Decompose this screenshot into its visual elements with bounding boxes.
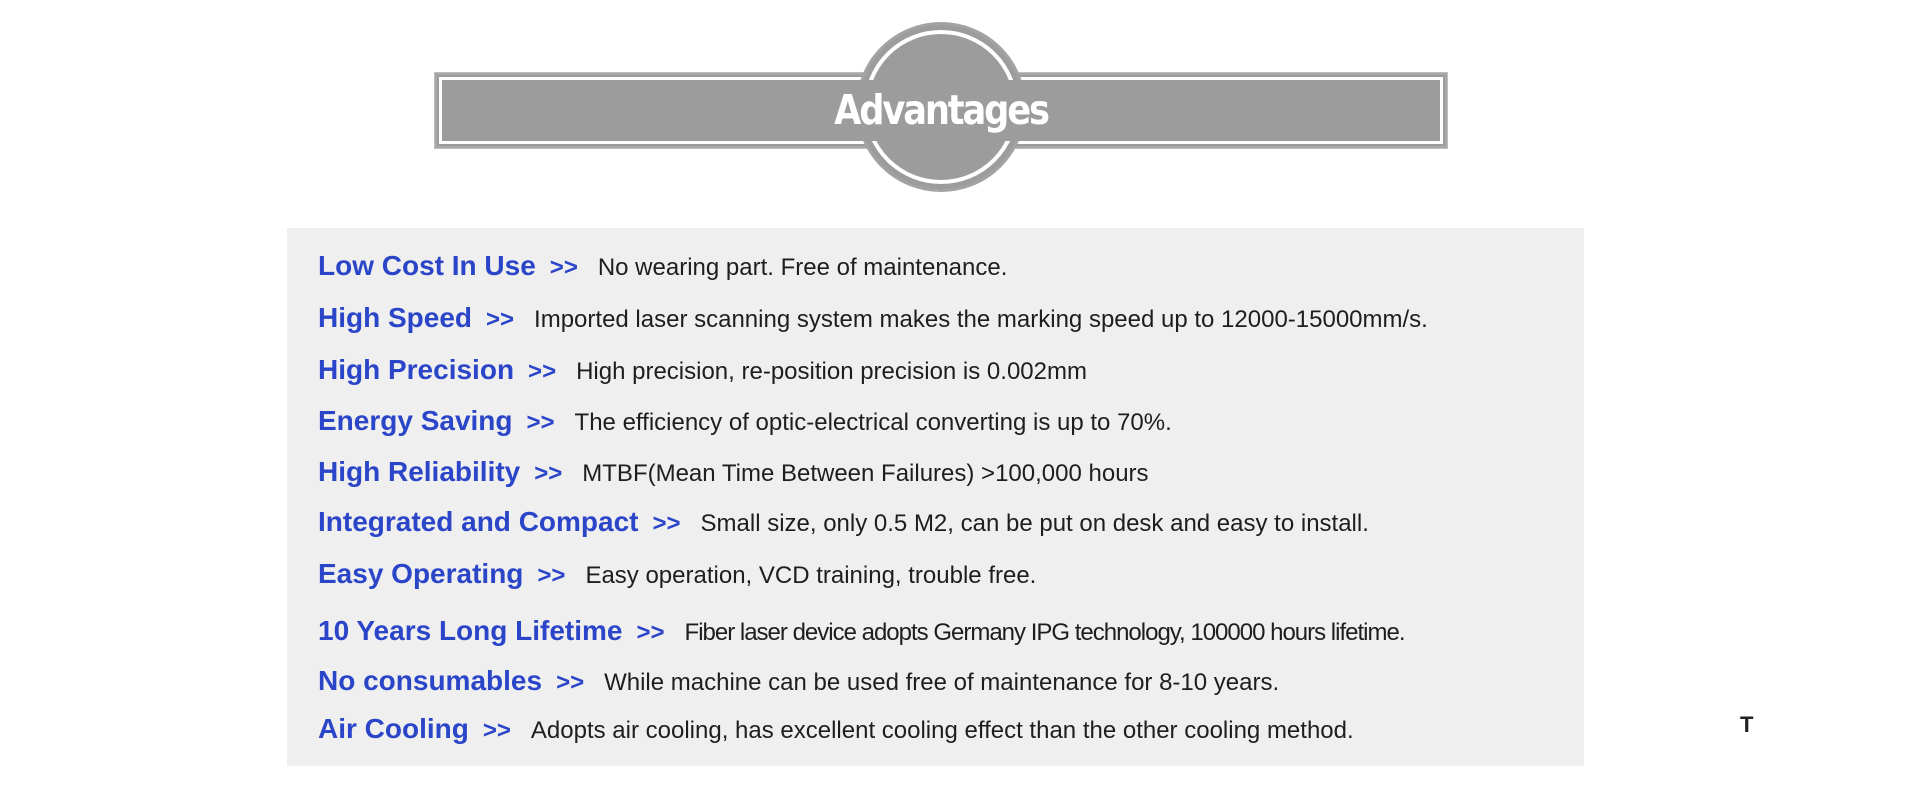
advantage-row-energy-saving [318,401,1172,441]
advantage-row-low-cost [318,246,1007,286]
advantage-title: Easy Operating [318,558,524,589]
advantage-arrow: >> [528,358,557,385]
advantage-description: Easy operation, VCD training, trouble free. [585,562,1037,589]
advantage-title: Low Cost In Use [318,250,536,281]
advantage-row-high-reliability [318,452,1149,492]
advantage-description: MTBF(Mean Time Between Failures) >100,000 hours [582,460,1149,487]
advantage-title: High Reliability [318,456,521,487]
advantage-title: High Speed [318,302,473,333]
advantage-title: No consumables [318,665,543,696]
advantage-arrow: >> [537,562,566,589]
advantage-description: High precision, re-position precision is 0.002mm [576,358,1087,385]
advantage-row-long-lifetime [318,611,1405,651]
advantage-arrow: >> [486,306,515,333]
advantage-row-high-speed [318,298,1428,338]
advantage-title: High Precision [318,354,515,385]
advantage-description: The efficiency of optic-electrical converting is up to 70%. [574,409,1172,436]
advantage-row-no-consumables [318,661,1279,701]
advantage-arrow: >> [652,510,681,537]
advantage-row-high-precision [318,350,1087,390]
advantage-description: Fiber laser device adopts Germany IPG technology, 100000 hours lifetime. [684,619,1405,646]
cropped-edge-text: T [1740,712,1754,737]
advantage-arrow: >> [636,619,665,646]
advantage-row-integrated-compact [318,502,1369,542]
advantage-description: Adopts air cooling, has excellent cooling effect than the other cooling method. [530,717,1354,744]
advantage-title: 10 Years Long Lifetime [318,615,623,646]
advantage-description: Imported laser scanning system makes the marking speed up to 12000-15000mm/s. [534,306,1428,333]
advantage-description: No wearing part. Free of maintenance. [597,254,1008,281]
advantage-description: Small size, only 0.5 M2, can be put on desk and easy to install. [700,510,1369,537]
advantage-arrow: >> [534,460,563,487]
advantage-arrow: >> [556,669,585,696]
advantage-row-air-cooling [318,709,1354,749]
advantages-title: Advantages [834,86,1048,134]
advantage-title: Air Cooling [318,713,469,744]
advantage-description: While machine can be used free of maintenance for 8-10 years. [604,669,1280,696]
advantage-arrow: >> [549,254,578,281]
advantage-row-easy-operating [318,554,1036,594]
advantage-arrow: >> [526,409,555,436]
advantage-title: Integrated and Compact [318,506,639,537]
advantage-arrow: >> [482,717,511,744]
advantage-title: Energy Saving [318,405,513,436]
